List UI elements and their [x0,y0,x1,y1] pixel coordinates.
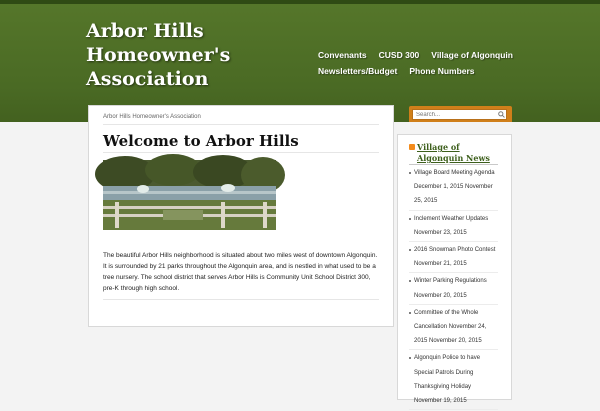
nav-item-newsletters-budget[interactable]: Newsletters/Budget [318,66,398,76]
news-date: November 19, 2015 [414,398,467,405]
news-date: November 20, 2015 [414,292,467,299]
news-link[interactable]: Committee of the Whole Cancellation November 24, [414,309,487,331]
list-item [409,212,498,242]
bullet-icon [409,249,411,251]
list-item [409,243,498,273]
nav-item-phone-numbers[interactable]: Phone Numbers [409,66,475,76]
content-divider [103,299,379,300]
main-nav [318,47,548,79]
nav-item-convenants[interactable]: Convenants [318,50,367,60]
widget-title-village-news[interactable]: Village of Algonquin News [417,142,490,163]
breadcrumb[interactable]: Arbor Hills Homeowner's Association [103,114,201,120]
bullet-icon [409,280,411,282]
nav-item-cusd-300[interactable]: CUSD 300 [378,50,420,60]
search-icon[interactable] [496,109,506,120]
news-list [409,166,498,411]
neighborhood-photo [103,160,276,230]
bullet-icon [409,172,411,174]
rss-icon[interactable] [409,144,415,150]
news-link[interactable]: Inclement Weather Updates [414,215,489,222]
breadcrumb-divider [103,124,379,125]
bullet-icon [409,312,411,314]
news-link[interactable]: Winter Parking Regulations [414,278,487,285]
bullet-icon [409,357,411,359]
news-date: 2015 November 20, 2015 [414,338,482,345]
widget-divider [409,164,498,165]
intro-paragraph: The beautiful Arbor Hills neighborhood is situated about two miles west of downtown Algonquin. It is surrounded by 21 parks throughout the Algonquin area, and is nestled in what used to be a tree nursery. The school district that serves Arbor Hills is Community Unit School District 300, pre-K through high school. [103,252,378,292]
news-date: November 21, 2015 [414,261,467,268]
news-date: November 25, 2015 [414,184,493,205]
page-title: Welcome to Arbor Hills [103,132,299,150]
list-item [409,351,498,410]
list-item [409,274,498,304]
news-date: November 23, 2015 [414,229,467,236]
title-divider [103,152,379,153]
news-link[interactable]: 2016 Snowman Photo Contest [414,247,496,254]
nav-item-village-of-algonquin[interactable]: Village of Algonquin [431,50,513,60]
news-link[interactable]: Village Board Meeting Agenda December 1, 2015 [414,170,495,191]
bullet-icon [409,218,411,220]
site-title[interactable]: Arbor Hills Homeowner's Association [86,20,231,90]
list-item [409,306,498,351]
search-input[interactable] [412,109,507,120]
news-link[interactable]: Algonquin Police to have Special Patrols During Thanksgiving Holiday [414,355,481,390]
list-item [409,166,498,211]
